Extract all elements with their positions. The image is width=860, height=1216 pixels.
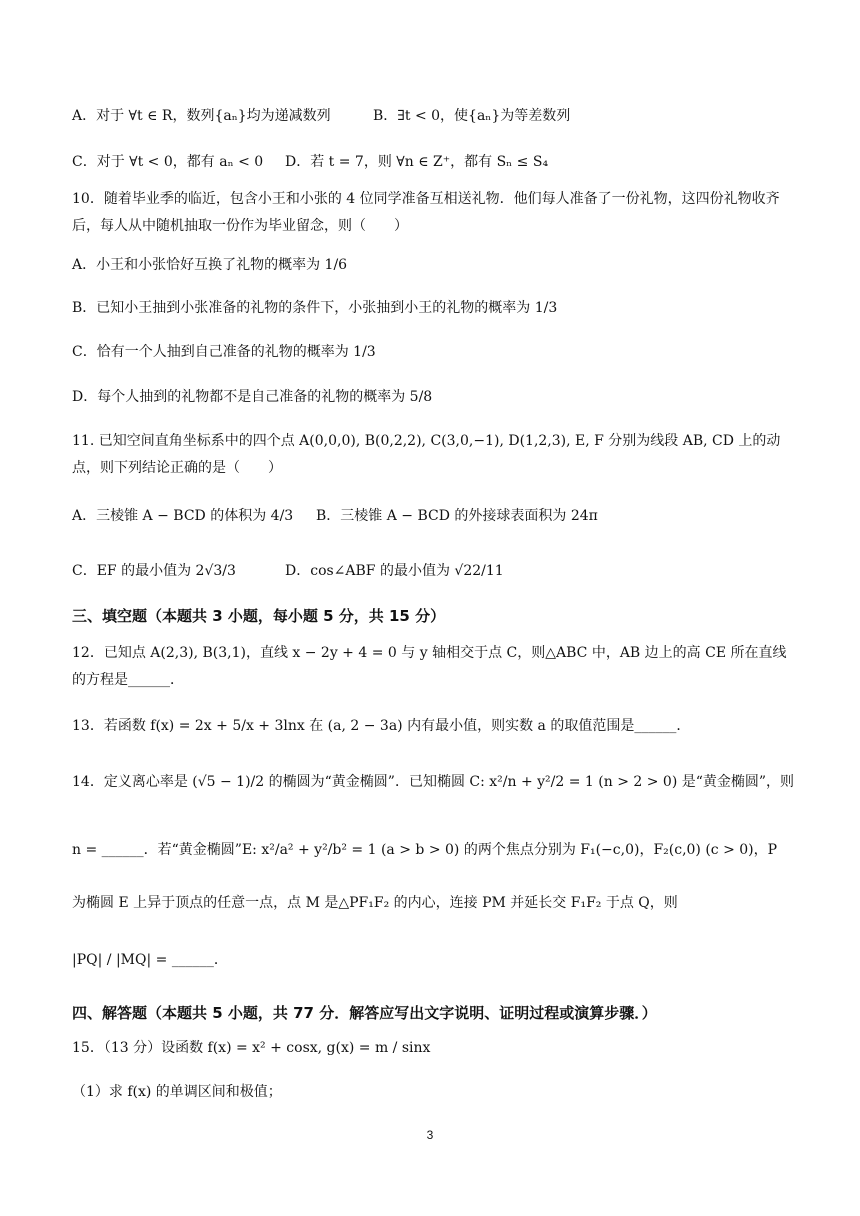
q11-option-a: A．三棱锥 A − BCD 的体积为 4/3 — [72, 508, 294, 524]
q10-option-b: B．已知小王抽到小张准备的礼物的条件下，小张抽到小王的礼物的概率为 1/3 — [72, 300, 558, 316]
q15-part1: （1）求 f(x) 的单调区间和极值； — [72, 1084, 282, 1100]
q9-option-c: C．对于 ∀t < 0，都有 aₙ < 0 — [72, 154, 264, 170]
q11-stem: 11. 已知空间直角坐标系中的四个点 A(0,0,0), B(0,2,2), C(3,0,−1), D(1,2,3), E, F 分别为线段 AB, CD 上的动点，则下列结论正确的是（ ） — [72, 433, 781, 476]
q11-option-b: B．三棱锥 A − BCD 的外接球表面积为 24π — [316, 508, 598, 524]
q14-part4: |PQ| / |MQ| = ______． — [72, 952, 228, 968]
q15-stem: 15．（13 分）设函数 f(x) = x² + cosx, g(x) = m / sinx — [72, 1040, 431, 1056]
q10-option-a: A．小王和小张恰好互换了礼物的概率为 1/6 — [72, 257, 348, 273]
page-number: 3 — [426, 1128, 434, 1142]
q9-option-d: D．若 t = 7，则 ∀n ∈ Z⁺，都有 Sₙ ≤ S₄ — [285, 154, 549, 170]
q9-option-b: B．∃t < 0，使{aₙ}为等差数列 — [373, 108, 571, 124]
section3-heading: 三、填空题（本题共 3 小题，每小题 5 分，共 15 分） — [72, 607, 446, 625]
q13-text: 13．若函数 f(x) = 2x + 5/x + 3lnx 在 (a, 2 − 3a) 内有最小值，则实数 a 的取值范围是______． — [72, 718, 691, 734]
q14-part3: 为椭圆 E 上异于顶点的任意一点，点 M 是△PF₁F₂ 的内心，连接 PM 并延长交 F₁F₂ 于点 Q，则 — [72, 895, 678, 911]
q14-part2: n = ______．若“黄金椭圆”E: x²/a² + y²/b² = 1 (a > b > 0) 的两个焦点分别为 F₁(−c,0)，F₂(c,0) (c > 0)，P — [72, 842, 778, 858]
q9-option-a: A．对于 ∀t ∈ R，数列{aₙ}均为递减数列 — [72, 108, 331, 124]
q11-option-d: D．cos∠ABF 的最小值为 √22/11 — [285, 563, 504, 579]
q10-option-d: D．每个人抽到的礼物都不是自己准备的礼物的概率为 5/8 — [72, 389, 433, 405]
q12-text: 12．已知点 A(2,3), B(3,1)，直线 x − 2y + 4 = 0 与 y 轴相交于点 C，则△ABC 中，AB 边上的高 CE 所在直线的方程是______． — [72, 645, 787, 688]
q10-option-c: C．恰有一个人抽到自己准备的礼物的概率为 1/3 — [72, 344, 376, 360]
q11-option-c: C．EF 的最小值为 2√3/3 — [72, 563, 236, 579]
q14-part1: 14．定义离心率是 (√5 − 1)/2 的椭圆为“黄金椭圆”．已知椭圆 C: x²/n + y²/2 = 1 (n > 2 > 0) 是“黄金椭圆”，则 — [72, 774, 795, 790]
q10-stem: 10．随着毕业季的临近，包含小王和小张的 4 位同学准备互相送礼物．他们每人准备了一份礼物，这四份礼物收齐后，每人从中随机抽取一份作为毕业留念，则（ ） — [72, 191, 780, 234]
section4-heading: 四、解答题（本题共 5 小题，共 77 分．解答应写出文字说明、证明过程或演算步骤．） — [72, 1004, 657, 1022]
